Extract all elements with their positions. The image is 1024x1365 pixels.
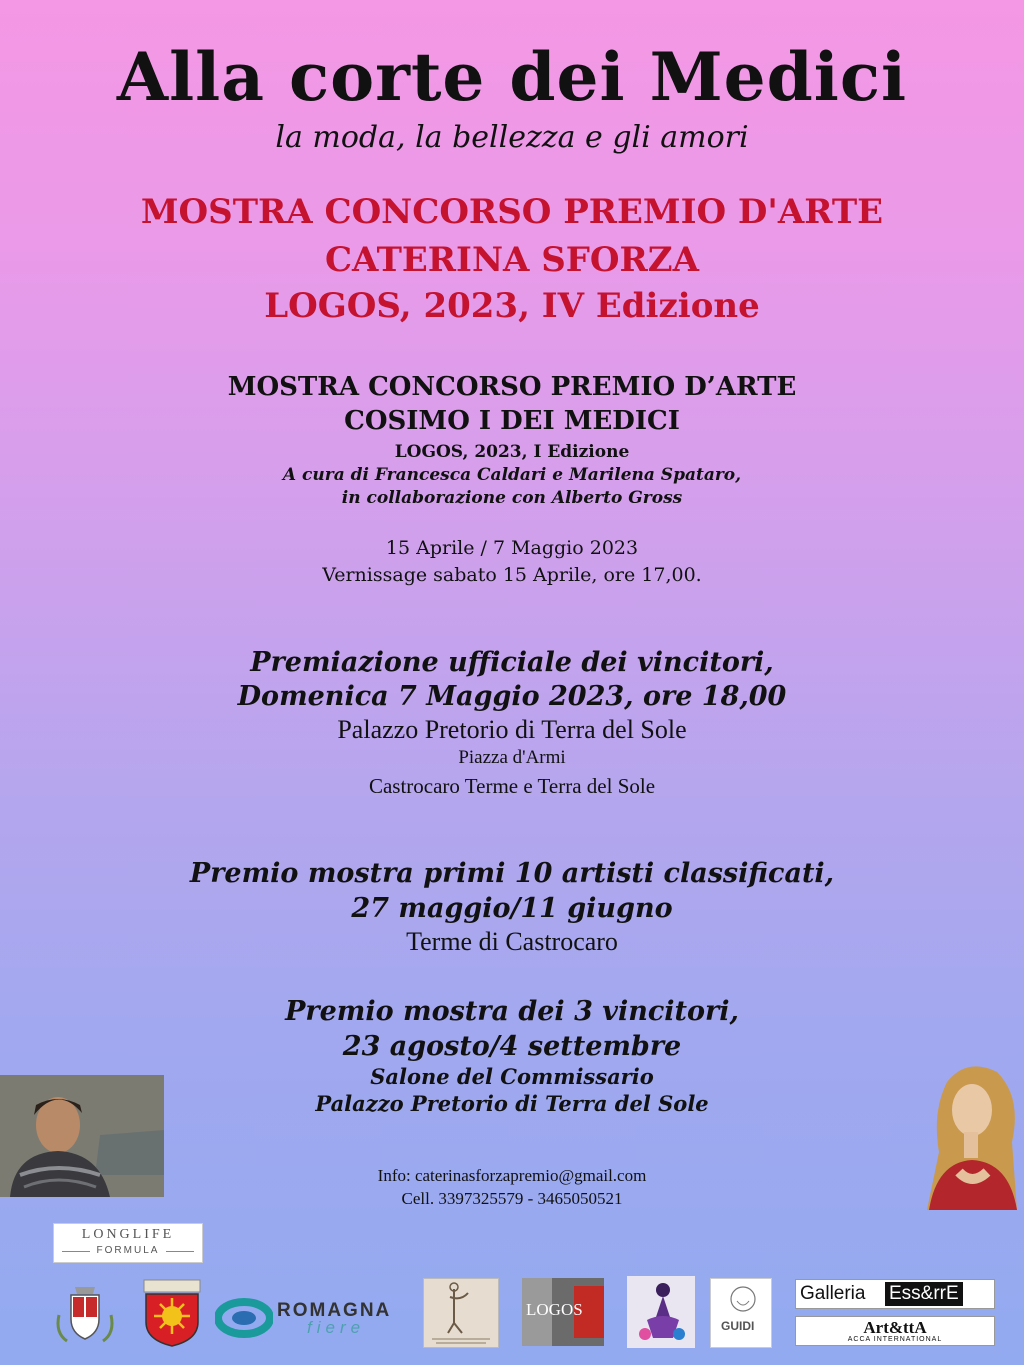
winners-dates: 23 agosto/4 settembre (342, 1031, 682, 1062)
award-place: Palazzo Pretorio di Terra del Sole (337, 715, 687, 744)
galleria-essrre-logo (795, 1279, 995, 1309)
galleria-wordmark: Galleria (800, 1283, 866, 1304)
award-date: Domenica 7 Maggio 2023, ore 18,00 (237, 681, 787, 712)
logos-wordmark: LOGOS (526, 1300, 583, 1319)
top10-place: Terme di Castrocaro (406, 927, 618, 956)
top10-heading: Premio mostra primi 10 artisti classificati, (189, 858, 835, 889)
poster-title: Alla corte dei Medici (116, 38, 908, 116)
romagna-fiere-logo (215, 1298, 410, 1338)
city-sun-crest-logo (138, 1278, 206, 1348)
award-city: Castrocaro Terme e Terra del Sole (368, 774, 656, 798)
dance-art-logo (627, 1276, 695, 1348)
longlife-rule-right (166, 1251, 194, 1252)
poster-subtitle: la moda, la bellezza e gli amori (275, 120, 749, 155)
award-heading: Premiazione ufficiale dei vincitori, (250, 647, 774, 678)
longlife-formula-logo (53, 1223, 203, 1263)
collaboration-line: in collaborazione con Alberto Gross (341, 488, 683, 508)
winners-venue-palace: Palazzo Pretorio di Terra del Sole (315, 1091, 709, 1116)
top10-dates: 27 maggio/11 giugno (351, 893, 673, 924)
longlife-wordmark: LONGLIFE (81, 1227, 175, 1242)
artetta-acca-logo (795, 1316, 995, 1346)
caterina-contest-title: MOSTRA CONCORSO PREMIO D'ARTE (140, 192, 884, 232)
contact-email: Info: caterinasforzapremio@gmail.com (377, 1166, 647, 1185)
longlife-sub: FORMULA (96, 1245, 160, 1256)
municipal-crest-logo (53, 1285, 117, 1345)
caterina-contest-edition: LOGOS, 2023, IV Edizione (264, 286, 760, 326)
cosimo-contest-title: MOSTRA CONCORSO PREMIO D’ARTE (227, 372, 797, 402)
romagna-wordmark: ROMAGNA (277, 1300, 392, 1321)
curators-line: A cura di Francesca Caldari e Marilena Spataro, (282, 465, 742, 485)
museum-sketch-logo (423, 1278, 499, 1348)
guidi-studio-logo (710, 1278, 772, 1348)
cosimo-contest-name: COSIMO I DEI MEDICI (344, 406, 680, 436)
contact-phone: Cell. 3397325579 - 3465050521 (401, 1189, 623, 1208)
logos-association-logo (522, 1278, 604, 1346)
vernissage-info: Vernissage sabato 15 Aprile, ore 17,00. (322, 564, 702, 586)
caterina-contest-name: CATERINA SFORZA (324, 240, 700, 280)
acca-international-text: ACCA INTERNATIONAL (847, 1336, 943, 1343)
fiere-wordmark: fiere (307, 1318, 366, 1337)
essrre-wordmark: Ess&rrE (885, 1282, 963, 1306)
cosimo-portrait-image (0, 1075, 164, 1197)
winners-venue-hall: Salone del Commissario (370, 1064, 654, 1089)
winners-heading: Premio mostra dei 3 vincitori, (285, 996, 739, 1027)
lady-portrait-image (917, 1062, 1024, 1210)
exhibition-period: 15 Aprile / 7 Maggio 2023 (385, 537, 639, 559)
artetta-wordmark: Art&ttA (863, 1318, 927, 1337)
award-square: Piazza d'Armi (458, 747, 566, 768)
guidi-wordmark: GUIDI (721, 1319, 755, 1333)
cosimo-contest-edition: LOGOS, 2023, I Edizione (394, 442, 630, 462)
